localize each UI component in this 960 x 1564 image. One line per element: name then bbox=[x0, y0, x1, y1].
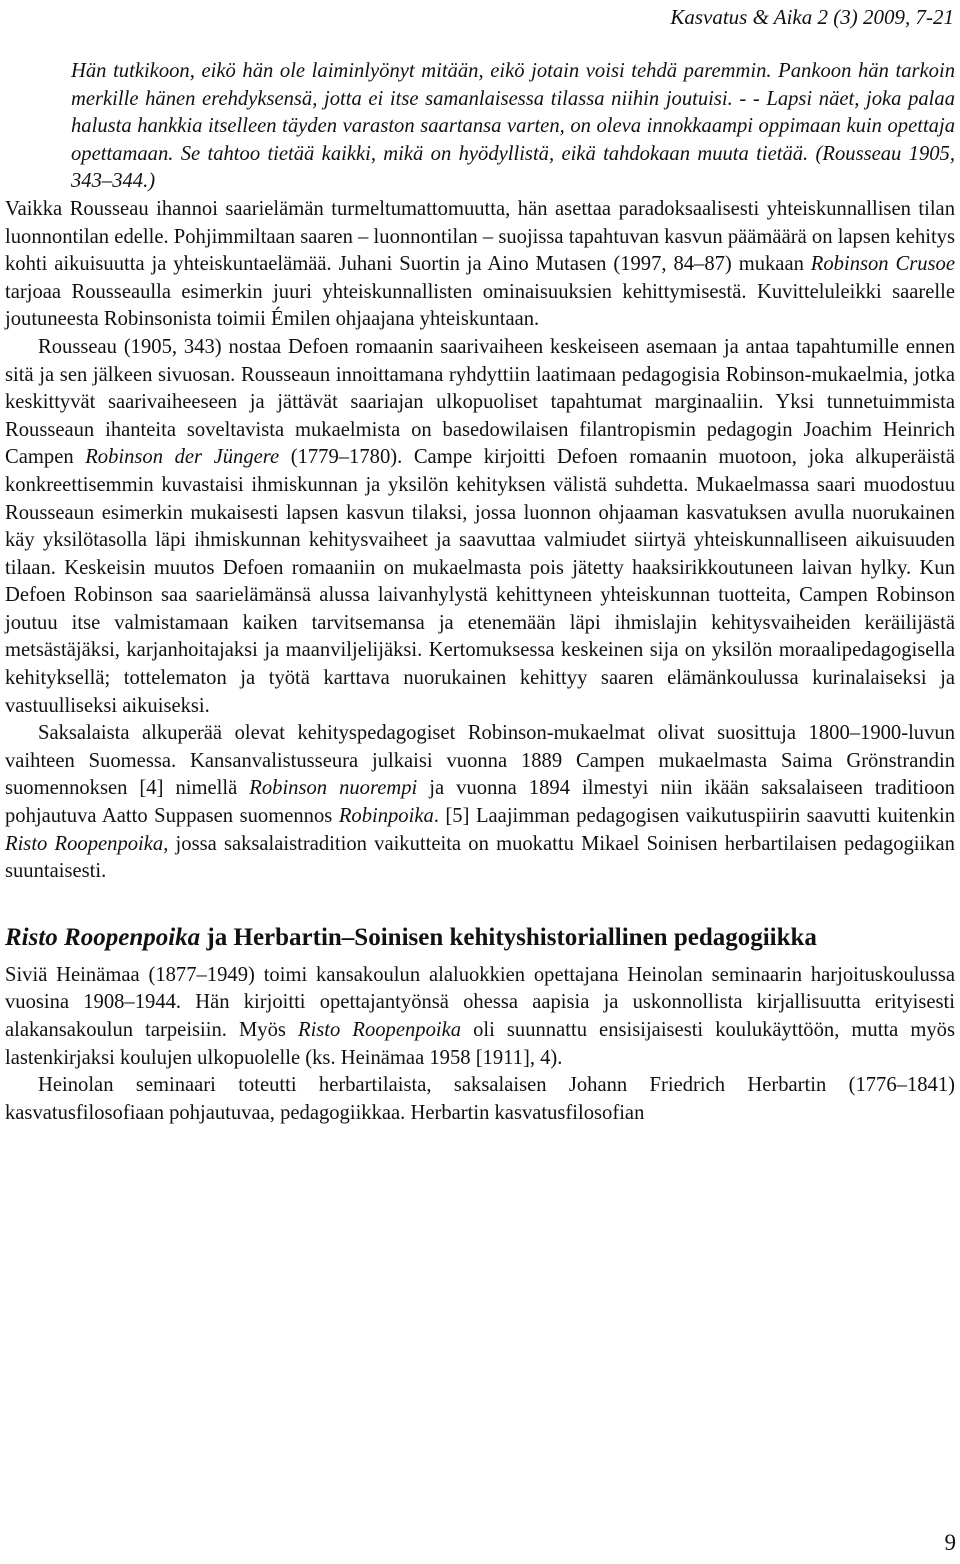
paragraph-text: . [5] Laajimman pedagogisen vaikutuspiirin saavutti kuitenkin bbox=[433, 805, 956, 828]
paragraph-4 bbox=[5, 962, 955, 1072]
paragraph-1 bbox=[5, 196, 955, 334]
paragraph-text: oli suunnattu ensisijaisesti koulukäyttöön, mutta myös lastenkirjaksi koulujen ulkopuolelle (ks. Heinämaa 1958 [1911], 4). bbox=[5, 1019, 955, 1069]
work-title: Robinson der Jüngere bbox=[85, 446, 280, 469]
work-title: Robinson Crusoe bbox=[810, 253, 955, 276]
paragraph-text: Rousseau (1905, 343) nostaa Defoen romaanin saarivaiheen keskeiseen asemaan ja antaa tapahtumille ennen sitä ja sen jälkeen sivuosan. Rousseaun innoittamana ryhdyttiin laatimaan pedagogisia Robinson-mukaelmia, jotka keskittyvät saarivaiheeseen ja jättävät saariajan ulkopuoliset tapahtumat marginaaliin. Yksi tunnetuimmista Rousseaun ihanteita soveltavista mukaelmista on basedowilaisen filantropismin pedagogin Joachim Heinrich Campen bbox=[5, 335, 955, 469]
paragraph-2 bbox=[5, 334, 955, 720]
section-heading bbox=[5, 922, 955, 954]
block-quote: Hän tutkikoon, eikö hän ole laiminlyönyt mitään, eikö jotain voisi tehdä paremmin. Pankoon hän tarkoin merkille hänen erehdyksensä, jotta ei itse samanlaisessa tilassa niihin joutuisi. - - Lapsi näet, joka palaa halusta hankkia itselleen täyden varaston saartansa varten, on oleva innokkaampi oppimaan kuin opettaja opettamaan. Se tahtoo tietää kaikki, mikä on hyödyllistä, eikä tahdokaan muuta tietää. (Rousseau 1905, 343–344.) bbox=[71, 60, 955, 193]
work-title: Risto Roopenpoika bbox=[5, 832, 164, 855]
work-title: Robinson nuorempi bbox=[249, 777, 418, 800]
page-number: 9 bbox=[944, 1530, 956, 1555]
paragraph-text: ja vuonna 1894 ilmestyi niin ikään saksalaiseen traditioon pohjautuva Aatto Suppasen suomennos bbox=[5, 777, 955, 828]
running-head: Kasvatus & Aika 2 (3) 2009, 7-21 bbox=[670, 5, 954, 29]
paragraph-text: Siviä Heinämaa (1877–1949) toimi kansakoulun alaluokkien opettajana Heinolan seminaarin harjoituskoulussa vuosina 1908–1944. Hän kirjoitti opettajantyönsä ohessa aapisia ja uskonnollista kirjallisuutta erityisesti alakansakoulun tarpeisiin. Myös bbox=[5, 963, 955, 1041]
paragraph-text: , jossa saksalaistradition vaikutteita on muokattu Mikael Soinisen herbartilaisen pedagogiikan suuntaisesti. bbox=[5, 832, 955, 883]
paragraph-5 bbox=[5, 1072, 955, 1127]
paragraph-text: Vaikka Rousseau ihannoi saarielämän turmeltumattomuutta, hän asettaa paradoksaalisesti yhteiskunnallisen tilan luonnontilan edelle. Pohjimmiltaan saaren – luonnontilan – suojissa tapahtuvan kasvun päämäärä on lapsen kehitys kohti aikuisuutta ja yhteiskuntaelämää. Juhani Suortin ja Aino Mutasen (1997, 84–87) mukaan bbox=[5, 197, 955, 276]
heading-title: Risto Roopenpoika bbox=[5, 923, 201, 951]
paragraph-text: Saksalaista alkuperää olevat kehityspedagogiset Robinson-mukaelmat olivat suosittuja 1800–1900-luvun vaihteen Suomessa. Kansanvalistusseura julkaisi vuonna 1889 Campen mukaelmasta Saima Grönstrandin suomennoksen [4] nimellä bbox=[5, 722, 955, 800]
work-title: Robinpoika bbox=[338, 805, 434, 828]
article-body bbox=[5, 58, 955, 1127]
paragraph-text: Heinolan seminaari toteutti herbartilaista, saksalaisen Johann Friedrich Herbartin (1776–1841) kasvatusfilosofiaan pohjautuvaa, pedagogiikkaa. Herbartin kasvatusfilosofian bbox=[5, 1074, 955, 1124]
work-title: Risto Roopenpoika bbox=[297, 1019, 462, 1041]
paragraph-3 bbox=[5, 720, 955, 886]
heading-text: ja Herbartin–Soinisen kehityshistoriallinen pedagogiikka bbox=[200, 923, 817, 951]
paragraph-text: (1779–1780). Campe kirjoitti Defoen romaanin muotoon, joka alkuperäistä konkreettisemmin kuvastaisi ihmiskunnan ja yksilön kehityksen välistä suhdetta. Mukaelmassa saari muodostuu Rousseaun esimerkin mukaisesti lapsen kasvun tilaksi, jossa luonnon ohjaaman kasvatuksen avulla nuorukainen käy yksilötasolla läpi ihmiskunnan kehitysvaiheet ja saavuttaa valmiudet siirtyä yhteiskunnalliseen aikuisuuden tilaan. Keskeisin muutos Defoen romaaniin on mukaelmasta pois jätetty haaksirikkoutuneen laivan hylky. Kun Defoen Robinson saa saarielämänsä alussa laivanhylystä kehittyneen yhteiskunnan tuotteita, Campen Robinson joutuu itse valmistamaan kaiken tarvitsemansa ja etenemään läpi ihmislajin kehitysvaiheiden keräilijästä metsästäjäksi, karjanhoitajaksi ja maanviljelijäksi. Kertomuksessa keskeinen sija on yksilön moraalipedagogisella kehityksellä; tottelematon ja työtä karttava nuorukainen kehittyy saaren elämänkoulussa kurinalaiseksi ja vastuulliseksi aikuiseksi. bbox=[5, 446, 956, 717]
paragraph-text: tarjoaa Rousseaulla esimerkin juuri yhteiskunnallisten ominaisuuksien kehittymisestä. Kuvitteluleikki saarelle joutuneesta Robinsonista toimii Émilen ohjaajana yhteiskuntaan. bbox=[5, 280, 955, 331]
